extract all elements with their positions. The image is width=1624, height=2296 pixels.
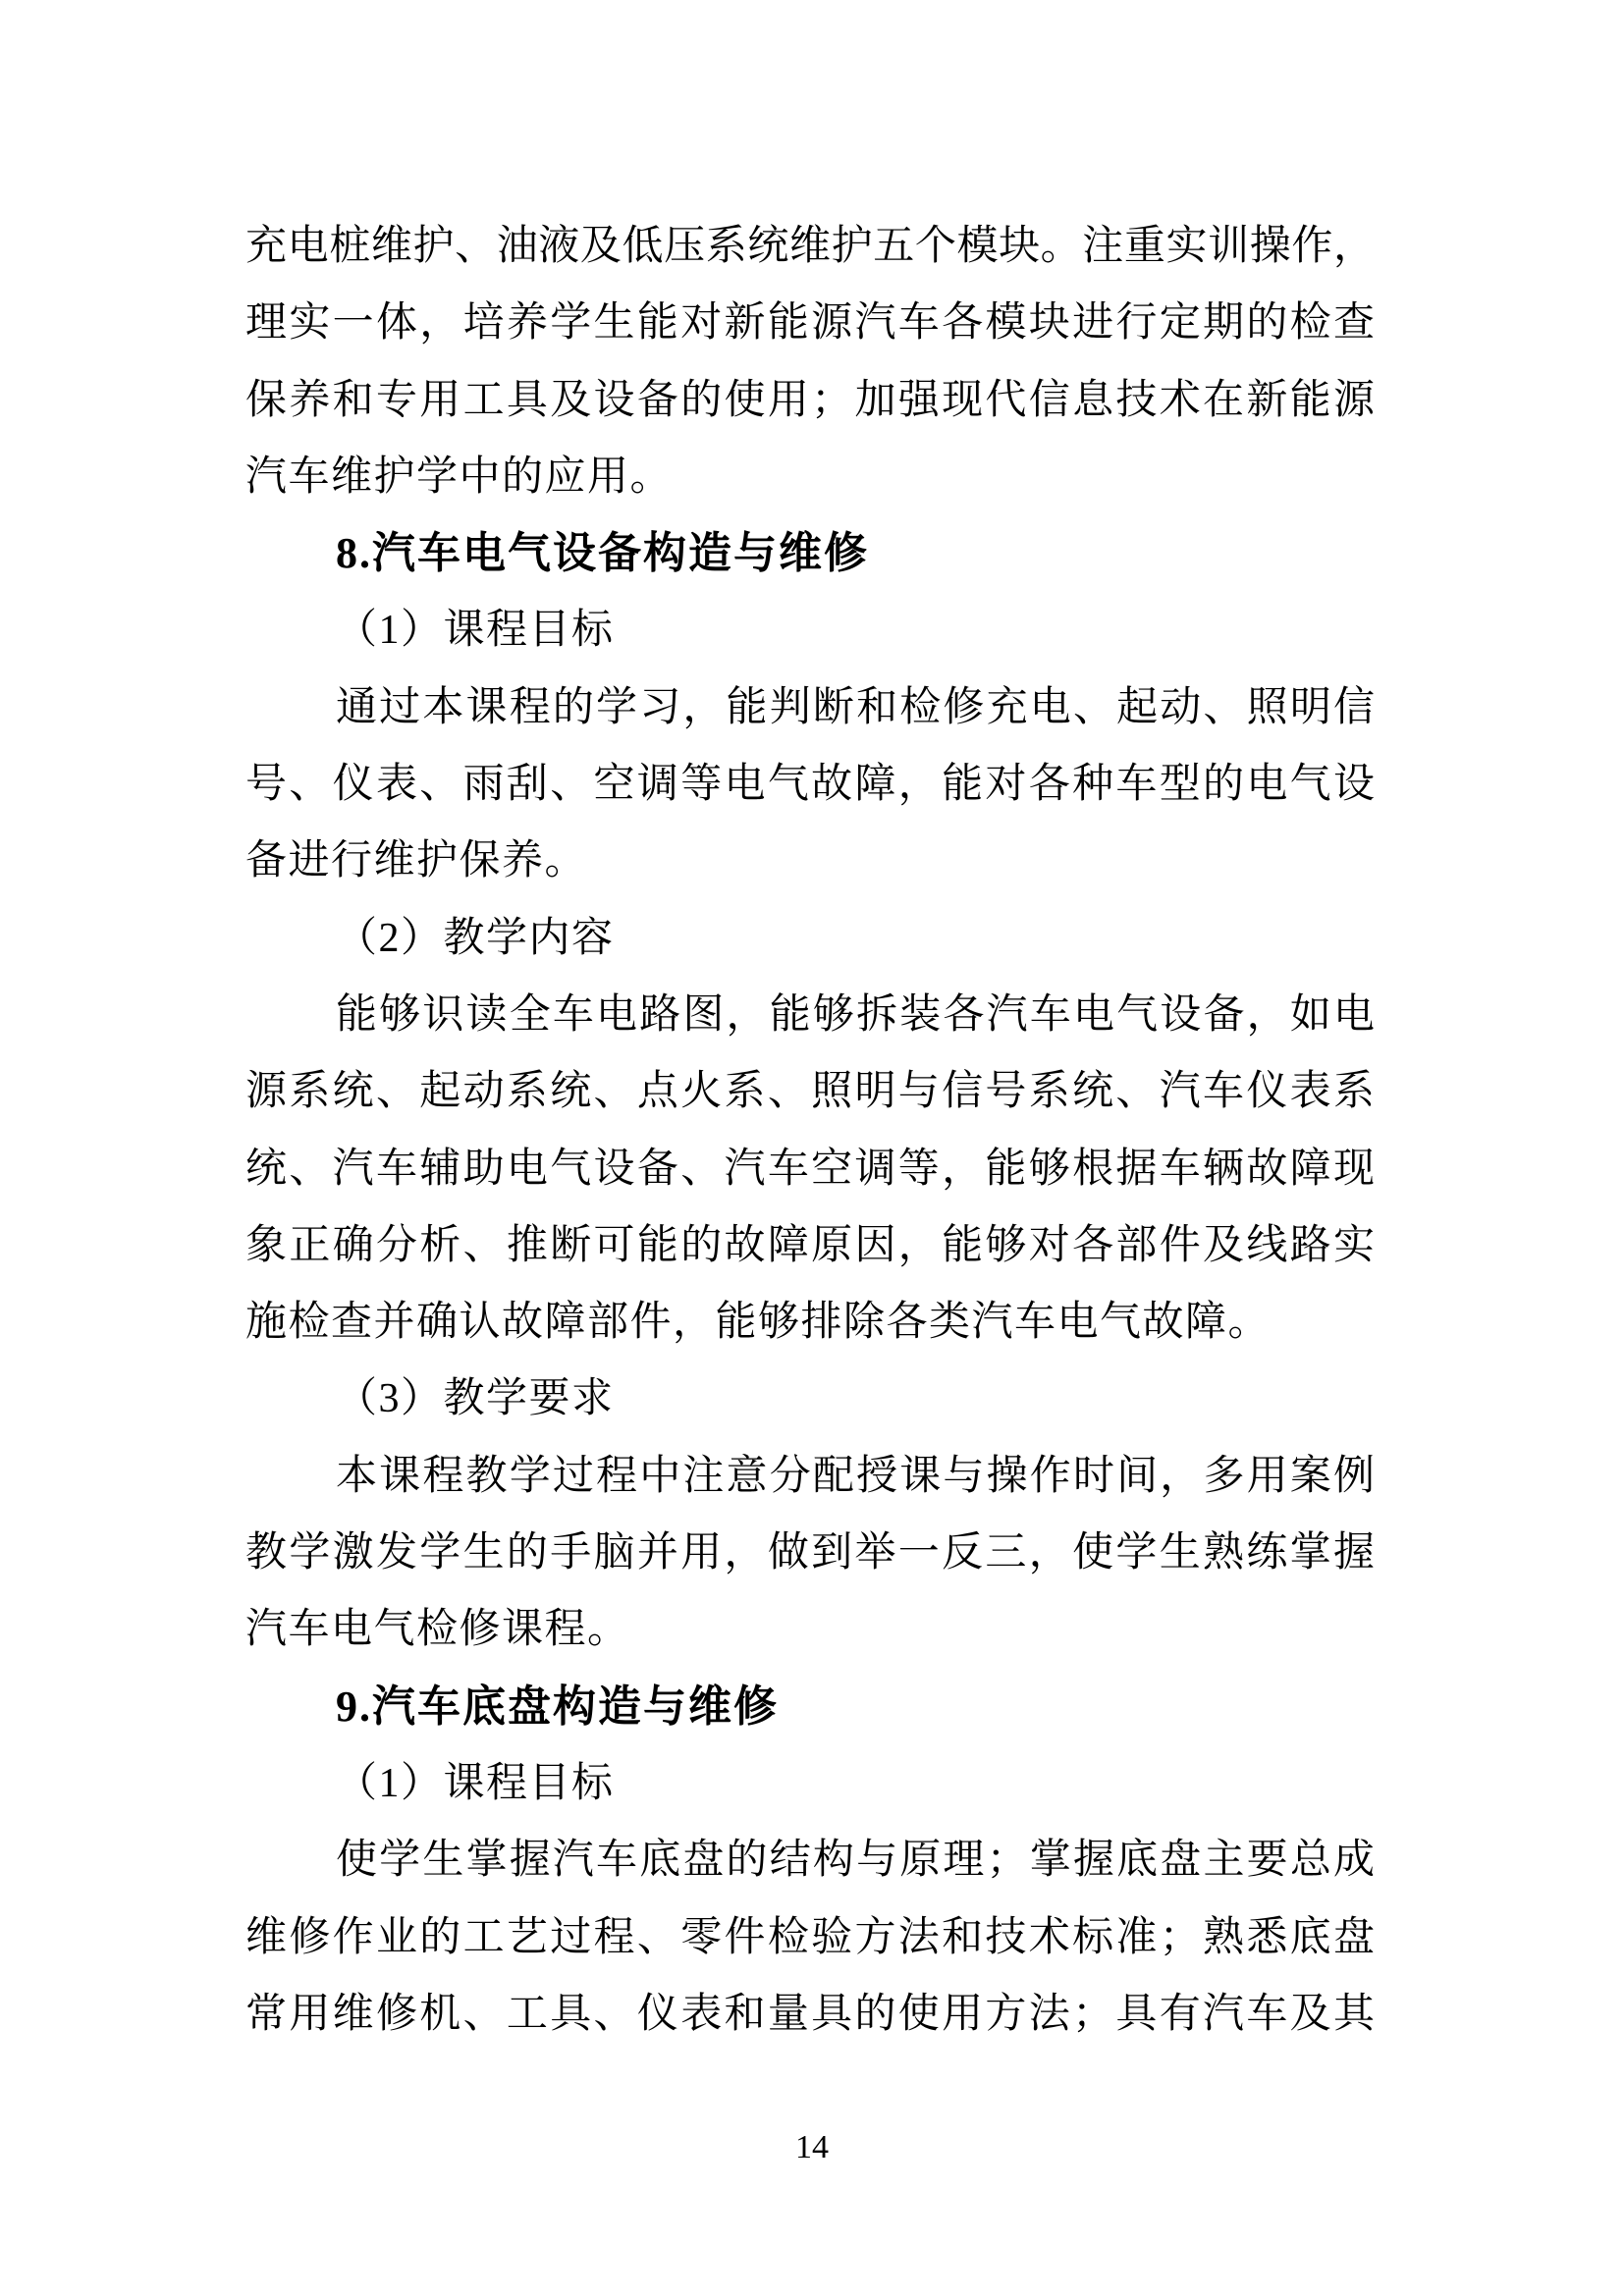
text-line: （1）课程目标 [336, 608, 615, 654]
text-line: 使学生掌握汽车底盘的结构与原理；掌握底盘主要总成 [336, 1838, 1375, 1884]
text-line: 备进行维护保养。 [245, 838, 588, 884]
text-line: 施检查并确认故障部件，能够排除各类汽车电气故障。 [245, 1300, 1272, 1346]
text-line: 理实一体，培养学生能对新能源汽车各模块进行定期的检查 [245, 300, 1375, 347]
text-line: 常用维修机、工具、仪表和量具的使用方法；具有汽车及其 [245, 1991, 1375, 2037]
text-line: 充电桩维护、油液及低压系统维护五个模块。注重实训操作， [245, 224, 1375, 269]
document-body [245, 208, 1375, 2053]
text-line: 汽车维护学中的应用。 [245, 454, 674, 500]
text-line: 保养和专用工具及设备的使用；加强现代信息技术在新能源 [245, 377, 1375, 423]
text-line: 汽车电气检修课程。 [245, 1607, 630, 1653]
page-number: 14 [795, 2129, 829, 2165]
section-heading: 8.汽车电气设备构造与维修 [336, 529, 869, 578]
text-line: 维修作业的工艺过程、零件检验方法和技术标准；熟悉底盘 [245, 1914, 1375, 1960]
text-line: （1）课程目标 [336, 1760, 615, 1806]
text-line: 教学激发学生的手脑并用，做到举一反三，使学生熟练掌握 [245, 1530, 1375, 1576]
text-line: 本课程教学过程中注意分配授课与操作时间，多用案例 [336, 1453, 1375, 1499]
text-line: 号、仪表、雨刮、空调等电气故障，能对各种车型的电气设 [245, 762, 1375, 808]
text-line: （2）教学内容 [336, 915, 615, 961]
text-line: 象正确分析、推断可能的故障原因，能够对各部件及线路实 [245, 1222, 1375, 1268]
text-line: （3）教学要求 [336, 1376, 615, 1422]
text-line: 能够识读全车电路图，能够拆装各汽车电气设备，如电 [336, 991, 1375, 1038]
text-line: 源系统、起动系统、点火系、照明与信号系统、汽车仪表系 [245, 1069, 1375, 1115]
text-line: 统、汽车辅助电气设备、汽车空调等，能够根据车辆故障现 [245, 1146, 1375, 1192]
text-line: 通过本课程的学习，能判断和检修充电、起动、照明信 [336, 684, 1375, 730]
section-heading: 9.汽车底盘构造与维修 [336, 1682, 779, 1731]
